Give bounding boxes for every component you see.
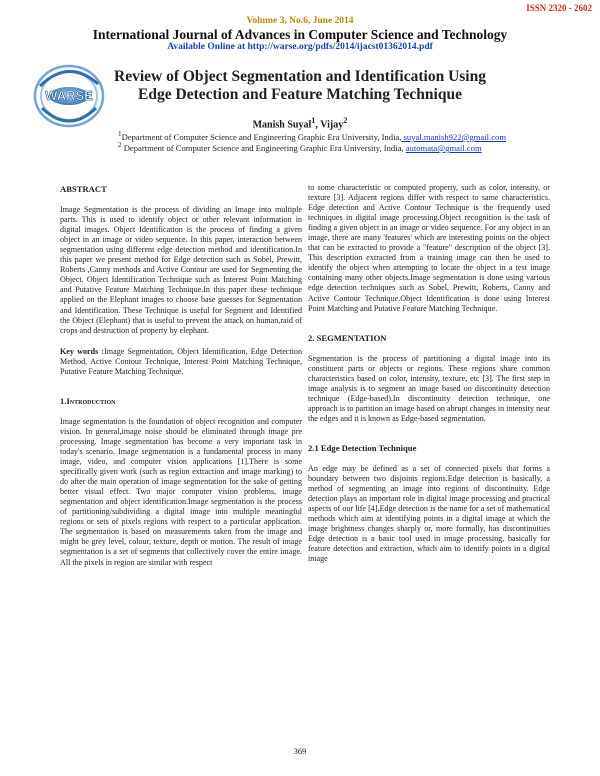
affiliation-2: [118, 141, 588, 153]
volume-line: Volume 3, No.6, June 2014: [246, 16, 354, 26]
title-line-1: Review of Object Segmentation and Identification Using: [114, 68, 486, 85]
title-line-2: Edge Detection and Feature Matching Technique: [138, 86, 462, 103]
authors-line: [0, 116, 600, 130]
email-link-1[interactable]: suyal.manish922@gmail.com: [401, 131, 507, 142]
author-2: , Vijay: [315, 119, 344, 131]
edge-detection-heading: 2.1 Edge Detection Technique: [308, 442, 417, 453]
left-column: [60, 184, 302, 568]
keywords-text: Image Segmentation, Object Identification, Edge Detection Method, Active Contour Technique, Interest Point Matching Technique, Putative Feature Matching Technique.: [60, 346, 302, 376]
keywords-label: Key words :: [60, 346, 105, 356]
affiliation-2-text: Department of Computer Science and Engineering Graphic Era University, India,: [121, 142, 404, 153]
page-number: 369: [293, 746, 307, 756]
segmentation-text: Segmentation is the process of partitioning a digital image into its constituent parts or objects or regions. These regions share common characteristics based on color, intensity, texture, etc [3]. The first step in image analysis is to segment an image based on discontinuity detection technique (Edge-based).In discontinuity detection technique, one approach is to partition an image based on abrupt changes in intensity near the edges and it is known as Edge-based segmentation.: [308, 353, 550, 423]
intro-text: Image segmentation is the foundation of object recognition and computer vision. In general,image noise should be eliminated through image pre processing. Image segmentation has become a very important task in today's scenario. Image segmentation is a fundamental process in many image, video, and computer vision applications [1].There is some specifically given work (such as region extraction and image marking) to do after the main operation of image segmentation for the sake of getting better visual effect. Two major computer vision problems, image segmentation and object identification.Image segmentation is the process of partitioning/subdividing a digital image into multiple meaningful regions or sets of pixels regions with respect to a particular application. The segmentation is based on measurements taken from the image and might be grey level, colour, texture, depth or motion. The result of image segmentation is a set of segments that collectively cover the entire image. All the pixels in region are similar with respect: [60, 416, 302, 567]
edge-detection-text: An edge may be defined as a set of connected pixels that forms a boundary between two disjoints regions.Edge detection is basically, a method of segmenting an image into regions of discontinuity. Edge detection plays an important role in digital image processing and practical aspects of our life [4].Edge detection is the name for a set of mathematical methods which aim at identifying points in a digital image at which the image brightness changes sharply or, more formally, has discontinuities Edge detection is a basic tool used in image processing, basically for feature detection and extraction, which aim to identify points in a digital image: [308, 464, 550, 564]
author-1: Manish Suyal: [252, 119, 312, 131]
affiliation-2-sup: 2: [118, 141, 122, 149]
affiliation-1-sup: 1: [118, 130, 122, 138]
continued-text: to some characteristic or computed property, such as color, intensity, or texture [3]. Adjacent regions differ with respect to same characteristics. Edge detection and Active Contour Technique is the frequently used techniques in digital image processing.Object recognition is the task of finding a given object in an image or video sequence. For any object in an image, there are many 'features' which are interesting points on the object that can be extracted to provide a "feature" description of the object [3]. This description extracted from a training image can then be used to identify the object when attempting to locate the object in a test image containing many other objects.Image segmentation is done using various edge detection techniques such as Sobel, Prewitt, Roberts, Canny and Active Contour Technique.Object Identification is done using Interest Point Matching and Putative Feature Matching Technique.: [308, 183, 550, 313]
intro-heading: [60, 396, 302, 406]
keywords: [60, 347, 302, 377]
right-column: [308, 183, 550, 565]
journal-title: International Journal of Advances in Computer Science and Technology: [92, 27, 508, 42]
email-link-2[interactable]: automata@gmail.com: [405, 142, 482, 153]
intro-heading-text: Introduction: [66, 395, 116, 406]
intro-number: 1.: [60, 395, 67, 406]
issn-label: ISSN 2320 - 2602: [526, 3, 592, 13]
segmentation-heading: 2. SEGMENTATION: [308, 332, 387, 343]
logo-text: WARSE: [45, 88, 93, 103]
abstract-heading: ABSTRACT: [60, 184, 107, 194]
abstract-text: Image Segmentation is the process of dividing an Image into multiple parts. This is used to identify object or other relevant information in digital images. Object Identification is the process of finding a given object in an image or video sequence. In this paper, interaction between segmentation using different edge detection method and identification.In this paper we present method for Edge detection such as Sobel, Prewitt, Roberts ,Canny methods and Active Contour are used for Segmenting the Object. Object Identification Technique such as Interest Point Matching and Putative Feature Matching Technique.In this paper these technique applied on the Elephant images to choose base guesses for Segmentation and Identification. These Technique is useful for Segment and Identified the Object (Elephant) that is useful to prevent the attack on human,raid of crops and destruction of property by elephant.: [60, 205, 302, 335]
online-url[interactable]: Available Online at http://warse.org/pdfs/2014/ijacst01362014.pdf: [167, 42, 433, 52]
paper-title: [90, 68, 510, 104]
author-1-sup: 1: [311, 116, 316, 125]
author-2-sup: 2: [343, 116, 348, 125]
affiliation-1-text: Department of Computer Science and Engineering Graphic Era University, India,: [121, 131, 402, 142]
